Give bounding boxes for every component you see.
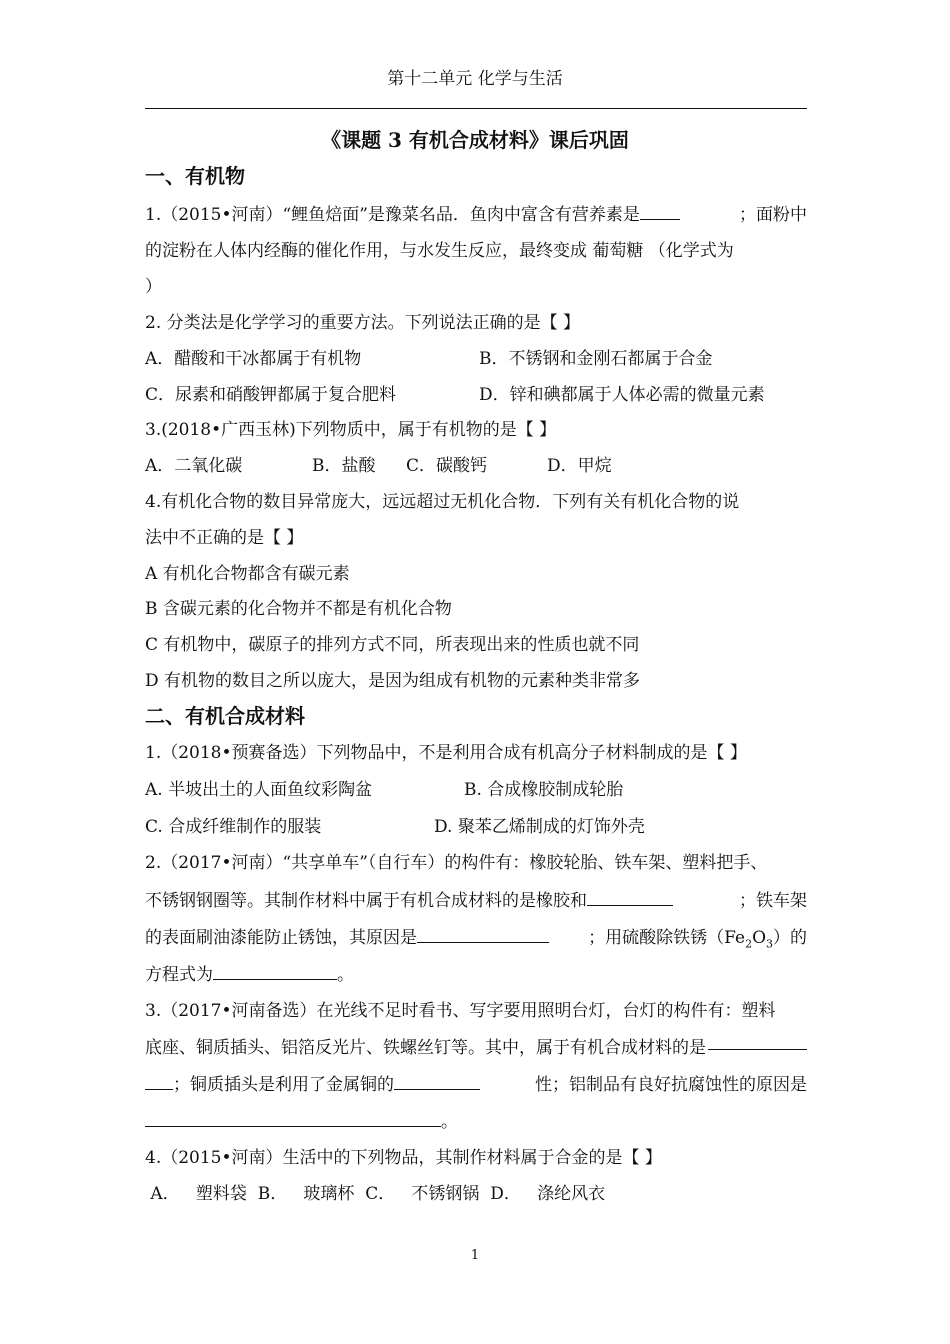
s2-q1-option-b: B. 合成橡胶制成轮胎 — [464, 780, 624, 800]
s2-q2-line1: 2.（2017•河南）“共享单车”（自行车）的构件有：橡胶轮胎、铁车架、塑料把手、 — [145, 853, 768, 873]
s2-q3-line4 — [145, 1107, 458, 1132]
s1-q2-option-d: D．锌和碘都属于人体必需的微量元素 — [479, 385, 765, 405]
s2-q2-line3 — [145, 923, 807, 950]
s2-q1-option-a: A. 半坡出土的人面鱼纹彩陶盆 — [145, 780, 373, 800]
answer-blank — [417, 926, 549, 943]
s2-q3-line2 — [145, 1033, 807, 1058]
section-heading-synthetic-materials: 二、有机合成材料 — [145, 704, 305, 728]
s2-q4-options: A． 塑料袋 B． 玻璃杯 C． 不锈钢锅 D． 涤纶风衣 — [145, 1184, 606, 1204]
s1-q4-option-b: B 含碳元素的化合物并不都是有机化合物 — [145, 599, 452, 619]
document-title: 《课题 3 有机合成材料》课后巩固 — [321, 128, 629, 152]
s1-q2-option-c: C．尿素和硝酸钾都属于复合肥料 — [145, 385, 397, 405]
s1-q3-option-b: B．盐酸 — [312, 456, 376, 476]
s2-q3-text-b: ；铜质插头是利用了金属铜的 — [173, 1075, 394, 1095]
s1-q1-text-a: 1.（2015•河南）“鲤鱼焙面”是豫菜名品．鱼肉中富含有营养素是 — [145, 205, 640, 225]
s2-q2-text-a: 不锈钢钢圈等。其制作材料中属于有机合成材料的是橡胶和 — [145, 891, 587, 911]
section-heading-organics: 一、有机物 — [145, 164, 245, 188]
s1-q4-option-d: D 有机物的数目之所以庞大，是因为组成有机物的元素种类非常多 — [145, 671, 641, 691]
s1-q4-line1: 4.有机化合物的数目异常庞大，远远超过无机化合物．下列有关有机化合物的说 — [145, 492, 740, 512]
s1-q1-line2: 的淀粉在人体内经酶的催化作用，与水发生反应，最终变成 葡萄糖 （化学式为 — [145, 241, 734, 261]
answer-blank — [708, 1033, 807, 1050]
s2-q2-text-g: 。 — [337, 965, 354, 985]
s2-q3-text-d: 。 — [441, 1112, 458, 1132]
s2-q3-text-c: 性；铝制品有良好抗腐蚀性的原因是 — [535, 1075, 807, 1095]
s1-q1-line1 — [145, 200, 807, 225]
answer-blank — [394, 1073, 480, 1090]
page-header: 第十二单元 化学与生活 — [387, 69, 563, 89]
s2-q2-text-f: 方程式为 — [145, 965, 213, 985]
s2-q2-text-e: ）的 — [773, 928, 807, 948]
answer-blank — [587, 889, 673, 906]
s2-q3-line1: 3.（2017•河南备选）在光线不足时看书、写字要用照明台灯，台灯的构件有：塑料 — [145, 1001, 776, 1021]
page-number: 1 — [470, 1248, 480, 1263]
s2-q1-option-d: D. 聚苯乙烯制成的灯饰外壳 — [434, 817, 645, 837]
s2-q1-option-c: C. 合成纤维制作的服装 — [145, 817, 322, 837]
s1-q3-option-c: C．碳酸钙 — [406, 456, 488, 476]
s2-q2-text-c: 的表面刷油漆能防止锈蚀，其原因是 — [145, 928, 417, 948]
s1-q3-stem: 3.(2018•广西玉林)下列物质中，属于有机物的是【 】 — [145, 420, 557, 440]
s1-q4-option-a: A 有机化合物都含有碳元素 — [145, 564, 350, 584]
s1-q3-option-d: D．甲烷 — [547, 456, 612, 476]
s1-q1-line3: ） — [145, 277, 162, 297]
s1-q3-option-a: A．二氧化碳 — [145, 456, 243, 476]
s1-q2-stem: 2. 分类法是化学学习的重要方法。下列说法正确的是【 】 — [145, 313, 581, 333]
s1-q2-option-a: A．醋酸和干冰都属于有机物 — [145, 349, 362, 369]
s1-q2-option-b: B．不锈钢和金刚石都属于合金 — [479, 349, 713, 369]
s1-q1-text-b: ；面粉中 — [739, 205, 807, 225]
header-rule — [145, 108, 807, 109]
answer-blank — [145, 1110, 441, 1127]
s2-q2-text-d: ；用硫酸除铁锈（ — [588, 928, 725, 948]
s2-q3-line3 — [145, 1070, 807, 1095]
s2-q1-stem: 1.（2018•预赛备选）下列物品中，不是利用合成有机高分子材料制成的是【 】 — [145, 743, 747, 763]
answer-blank — [640, 203, 680, 220]
s1-q4-line2: 法中不正确的是【 】 — [145, 528, 304, 548]
s2-q4-stem: 4.（2015•河南）生活中的下列物品，其制作材料属于合金的是【 】 — [145, 1148, 662, 1168]
s2-q2-line4 — [145, 960, 354, 985]
s2-q2-line2 — [145, 886, 807, 911]
s2-q3-text-a: 底座、铜质插头、铝箔反光片、铁螺丝钉等。其中，属于有机合成材料的是 — [145, 1038, 706, 1058]
s1-q4-option-c: C 有机物中，碳原子的排列方式不同，所表现出来的性质也就不同 — [145, 635, 640, 655]
formula-fe2o3: $Fe_2O_3$ — [724, 928, 773, 951]
answer-blank — [213, 963, 337, 980]
answer-blank — [145, 1073, 173, 1090]
s2-q2-text-b: ；铁车架 — [739, 891, 807, 911]
